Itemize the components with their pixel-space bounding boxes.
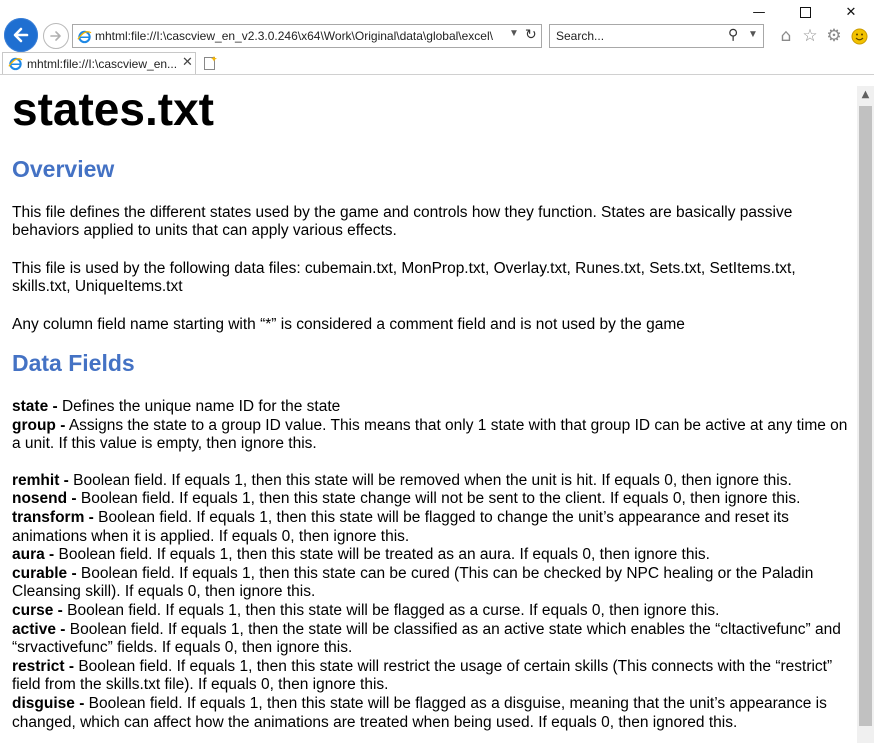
search-dropdown-icon[interactable]: ▼ (748, 29, 758, 40)
field-list (12, 398, 850, 732)
favorites-star-icon[interactable]: ☆ (802, 26, 818, 46)
field-entry: curse - Boolean field. If equals 1, then this state will be flagged as a curse. If equals 0, then ignore this. (12, 601, 720, 619)
ie-logo-icon (77, 29, 92, 44)
field-description: Boolean field. If equals 1, then this state will restrict the usage of certain skills (This connects with the “restrict” field from the skills.txt file). If equals 0, then ignore this. (12, 657, 833, 694)
chevron-up-icon: ▲ (861, 89, 870, 100)
back-arrow-icon (11, 25, 31, 45)
minimize-button[interactable] (736, 0, 782, 24)
overview-paragraph: This file is used by the following data files: cubemain.txt, MonProp.txt, Overlay.txt, Runes.txt, Sets.txt, SetItems.txt, skills.txt, UniqueItems.txt (12, 260, 796, 295)
document-body (12, 76, 850, 732)
close-icon: ✕ (845, 4, 857, 20)
new-tab-icon (202, 55, 218, 71)
field-name: remhit (12, 471, 60, 489)
field-description: Boolean field. If equals 1, then this state change will not be sent to the client. If equals 0, then ignore this. (80, 490, 801, 508)
field-entry: disguise - Boolean field. If equals 1, then this state will be flagged as a disguise, meaning that the unit’s appearance is changed, which can affect how the animations are treated when being used. If equals 0, then ignored this. (12, 694, 827, 731)
minimize-icon: — (752, 4, 766, 20)
browser-chrome (0, 0, 874, 76)
field-description: Boolean field. If equals 1, then this state will be flagged as a curse. If equals 0, then ignore this. (67, 601, 720, 619)
address-url[interactable]: mhtml:file://I:\cascview_en_v2.3.0.246\x64\Work\Original\data\global\excel\ (95, 29, 493, 43)
field-description: Assigns the state to a group ID value. This means that only 1 state with that group ID can be active at any time on a unit. If this value is empty, then ignore this. (12, 416, 848, 453)
tab-close-icon[interactable]: ✕ (182, 55, 193, 70)
field-name: nosend (12, 490, 68, 508)
scroll-up-button[interactable] (857, 86, 874, 103)
search-input[interactable] (556, 29, 716, 43)
field-name: disguise (12, 694, 75, 712)
tab-title: mhtml:file://I:\cascview_en... (27, 57, 178, 71)
field-description: Boolean field. If equals 1, then this state will be treated as an aura. If equals 0, then ignore this. (58, 546, 710, 564)
overview-heading: Overview (12, 156, 115, 182)
overview-paragraph: This file defines the different states used by the game and controls how they function. States are basically passive behaviors applied to units that can apply various effects. (12, 204, 793, 239)
browser-tab[interactable] (2, 52, 196, 74)
back-button[interactable] (4, 18, 38, 52)
overview-paragraph: Any column field name starting with “*” is considered a comment field and is not used by the game (12, 316, 685, 333)
refresh-icon[interactable]: ↻ (525, 27, 537, 43)
field-description: Boolean field. If equals 1, then this state will be removed when the unit is hit. If equals 0, then ignore this. (73, 471, 792, 489)
field-entry: aura - Boolean field. If equals 1, then this state will be treated as an aura. If equals 0, then ignore this. (12, 546, 710, 564)
tab-ie-logo-icon (8, 56, 23, 71)
field-entry: group - Assigns the state to a group ID value. This means that only 1 state with that group ID can be active at any time on a unit. If this value is empty, then ignore this. (12, 416, 848, 453)
field-description: Boolean field. If equals 1, then this state will be flagged as a disguise, meaning that the unit’s appearance is changed, which can affect how the animations are treated when being used. If equals 0, then ignored this. (12, 694, 827, 731)
forward-arrow-icon (49, 29, 63, 43)
field-entry: restrict - Boolean field. If equals 1, then this state will restrict the usage of certain skills (This connects with the “restrict” field from the skills.txt file). If equals 0, then ignore this. (12, 657, 833, 694)
page-viewport (0, 76, 857, 743)
vertical-scrollbar[interactable] (857, 86, 874, 743)
data-fields-heading: Data Fields (12, 350, 135, 376)
field-name: group (12, 416, 56, 434)
search-icon[interactable]: ⚲ (728, 27, 739, 43)
field-name: aura (12, 546, 45, 564)
page-title: states.txt (12, 83, 214, 135)
field-description: Boolean field. If equals 1, then the state will be classified as an active state which enables the “cltactivefunc” and “srvactivefunc” fields. If equals 0, then ignore this. (12, 620, 841, 657)
close-window-button[interactable] (828, 0, 874, 24)
field-name: state (12, 398, 49, 415)
field-description: Defines the unique name ID for the state (61, 398, 341, 415)
maximize-icon (800, 7, 811, 18)
maximize-button[interactable] (782, 0, 828, 24)
feedback-smiley-icon[interactable] (849, 26, 869, 46)
field-entry: transform - Boolean field. If equals 1, then this state will be flagged to change the unit’s appearance and reset its animations when it is applied. If equals 0, then ignore this. (12, 508, 789, 545)
address-bar[interactable] (72, 24, 542, 48)
field-name: active (12, 620, 56, 638)
settings-gear-icon[interactable]: ⚙ (826, 26, 842, 46)
field-entry: remhit - Boolean field. If equals 1, then this state will be removed when the unit is hit. If equals 0, then ignore this. (12, 471, 792, 489)
new-tab-button[interactable] (200, 53, 220, 73)
home-icon[interactable]: ⌂ (780, 26, 792, 46)
field-name: curse (12, 601, 54, 619)
field-name: curable (12, 564, 68, 582)
field-entry: state - Defines the unique name ID for the state (12, 398, 341, 415)
field-entry: active - Boolean field. If equals 1, then the state will be classified as an active state which enables the “cltactivefunc” and “srvactivefunc” fields. If equals 0, then ignore this. (12, 620, 841, 657)
field-entry: curable - Boolean field. If equals 1, then this state can be cured (This can be checked by NPC healing or the Paladin Cleansing skill). If equals 0, then ignore this. (12, 564, 814, 601)
field-name: restrict (12, 657, 65, 675)
search-box[interactable] (549, 24, 764, 48)
field-name: transform (12, 508, 85, 526)
address-dropdown-icon[interactable]: ▼ (509, 28, 519, 39)
field-description: Boolean field. If equals 1, then this state can be cured (This can be checked by NPC healing or the Paladin Cleansing skill). If equals 0, then ignore this. (12, 564, 814, 601)
chrome-divider (0, 74, 874, 75)
forward-button[interactable] (43, 23, 69, 49)
scroll-thumb[interactable] (859, 106, 872, 726)
field-description: Boolean field. If equals 1, then this state will be flagged to change the unit’s appearance and reset its animations when it is applied. If equals 0, then ignore this. (12, 508, 789, 545)
field-entry: nosend - Boolean field. If equals 1, then this state change will not be sent to the client. If equals 0, then ignore this. (12, 490, 801, 508)
